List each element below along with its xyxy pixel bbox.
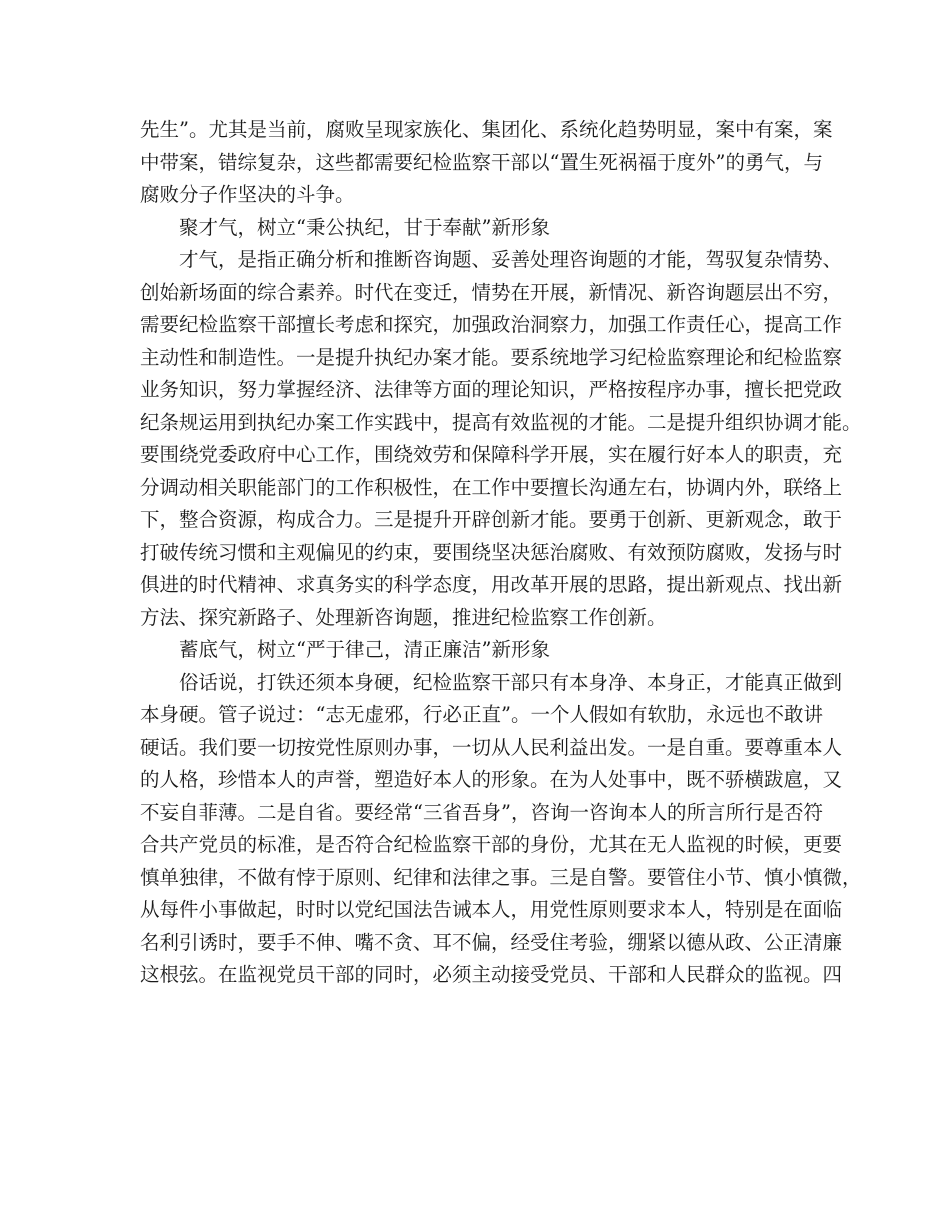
paragraph-line: 创始新场面的综合素养。时代在变迁，情势在开展，新情况、新咨询题层出不穷， (140, 280, 843, 304)
paragraph-line: 不妄自菲薄。二是自省。要经常“三省吾身”，咨询一咨询本人的所言所行是否符 (140, 800, 823, 824)
paragraph-line: 分调动相关职能部门的工作积极性，在工作中要擅长沟通左右，协调内外，联络上 (140, 475, 843, 499)
paragraph-line-indented: 蓄底气，树立“严于律己，清正廉洁”新形象 (179, 638, 550, 661)
paragraph-line: 从每件小事做起，时时以党纪国法告诫本人，用党性原则要求本人，特别是在面临 (140, 898, 843, 921)
paragraph-line: 主动性和制造性。一是提升执纪办案才能。要系统地学习纪检监察理论和纪检监察 (140, 345, 843, 369)
paragraph-line: 纪条规运用到执纪办案工作实践中，提高有效监视的才能。二是提升组织协调才能。 (140, 410, 862, 434)
paragraph-line: 业务知识，努力掌握经济、法律等方面的理论知识，严格按程序办事，擅长把党政 (140, 378, 843, 401)
paragraph-line: 这根弦。在监视党员干部的同时，必须主动接受党员、干部和人民群众的监视。四 (140, 963, 843, 986)
paragraph-line: 本身硬。管子说过：“志无虚邪，行必正直”。一个人假如有软肋，永远也不敢讲 (140, 703, 823, 726)
document-body (140, 114, 862, 992)
paragraph-line: 中带案，错综复杂，这些都需要纪检监察干部以“置生死祸福于度外”的勇气，与 (140, 150, 823, 174)
paragraph-line-indented: 聚才气，树立“秉公执纪，甘于奉献”新形象 (179, 215, 550, 239)
paragraph-line: 的人格，珍惜本人的声誉，塑造好本人的形象。在为人处事中，既不骄横跋扈，又 (140, 768, 843, 791)
paragraph-line: 腐败分子作坚决的斗争。 (140, 183, 355, 206)
paragraph-line-indented: 才气，是指正确分析和推断咨询题、妥善处理咨询题的才能，驾驭复杂情势、 (179, 248, 843, 271)
paragraph-line: 下，整合资源，构成合力。三是提升开辟创新才能。要勇于创新、更新观念，敢于 (140, 508, 843, 531)
paragraph-line: 慎单独律，不做有悖于原则、纪律和法律之事。三是自警。要管住小节、慎小慎微， (140, 865, 862, 889)
paragraph-line: 要围绕党委政府中心工作，围绕效劳和保障科学开展，实在履行好本人的职责，充 (140, 443, 843, 466)
paragraph-line: 合共产党员的标准，是否符合纪检监察干部的身份，尤其在无人监视的时候，更要 (140, 833, 843, 856)
paragraph-line: 名利引诱时，要手不伸、嘴不贪、耳不偏，经受住考验，绷紧以德从政、公正清廉 (140, 930, 843, 954)
paragraph-line: 先生”。尤其是当前，腐败呈现家族化、集团化、系统化趋势明显，案中有案，案 (140, 118, 833, 141)
paragraph-line: 硬话。我们要一切按党性原则办事，一切从人民利益出发。一是自重。要尊重本人 (140, 735, 843, 759)
paragraph-line: 打破传统习惯和主观偏见的约束，要围绕坚决惩治腐败、有效预防腐败，发扬与时 (140, 540, 843, 564)
paragraph-line: 需要纪检监察干部擅长考虑和探究，加强政治洞察力，加强工作责任心，提高工作 (140, 313, 843, 336)
paragraph-line: 方法、探究新路子、处理新咨询题，推进纪检监察工作创新。 (140, 605, 667, 629)
paragraph-line-indented: 俗话说，打铁还须本身硬，纪检监察干部只有本身净、本身正，才能真正做到 (179, 670, 843, 694)
paragraph-line: 俱进的时代精神、求真务实的科学态度，用改革开展的思路，提出新观点、找出新 (140, 573, 843, 596)
